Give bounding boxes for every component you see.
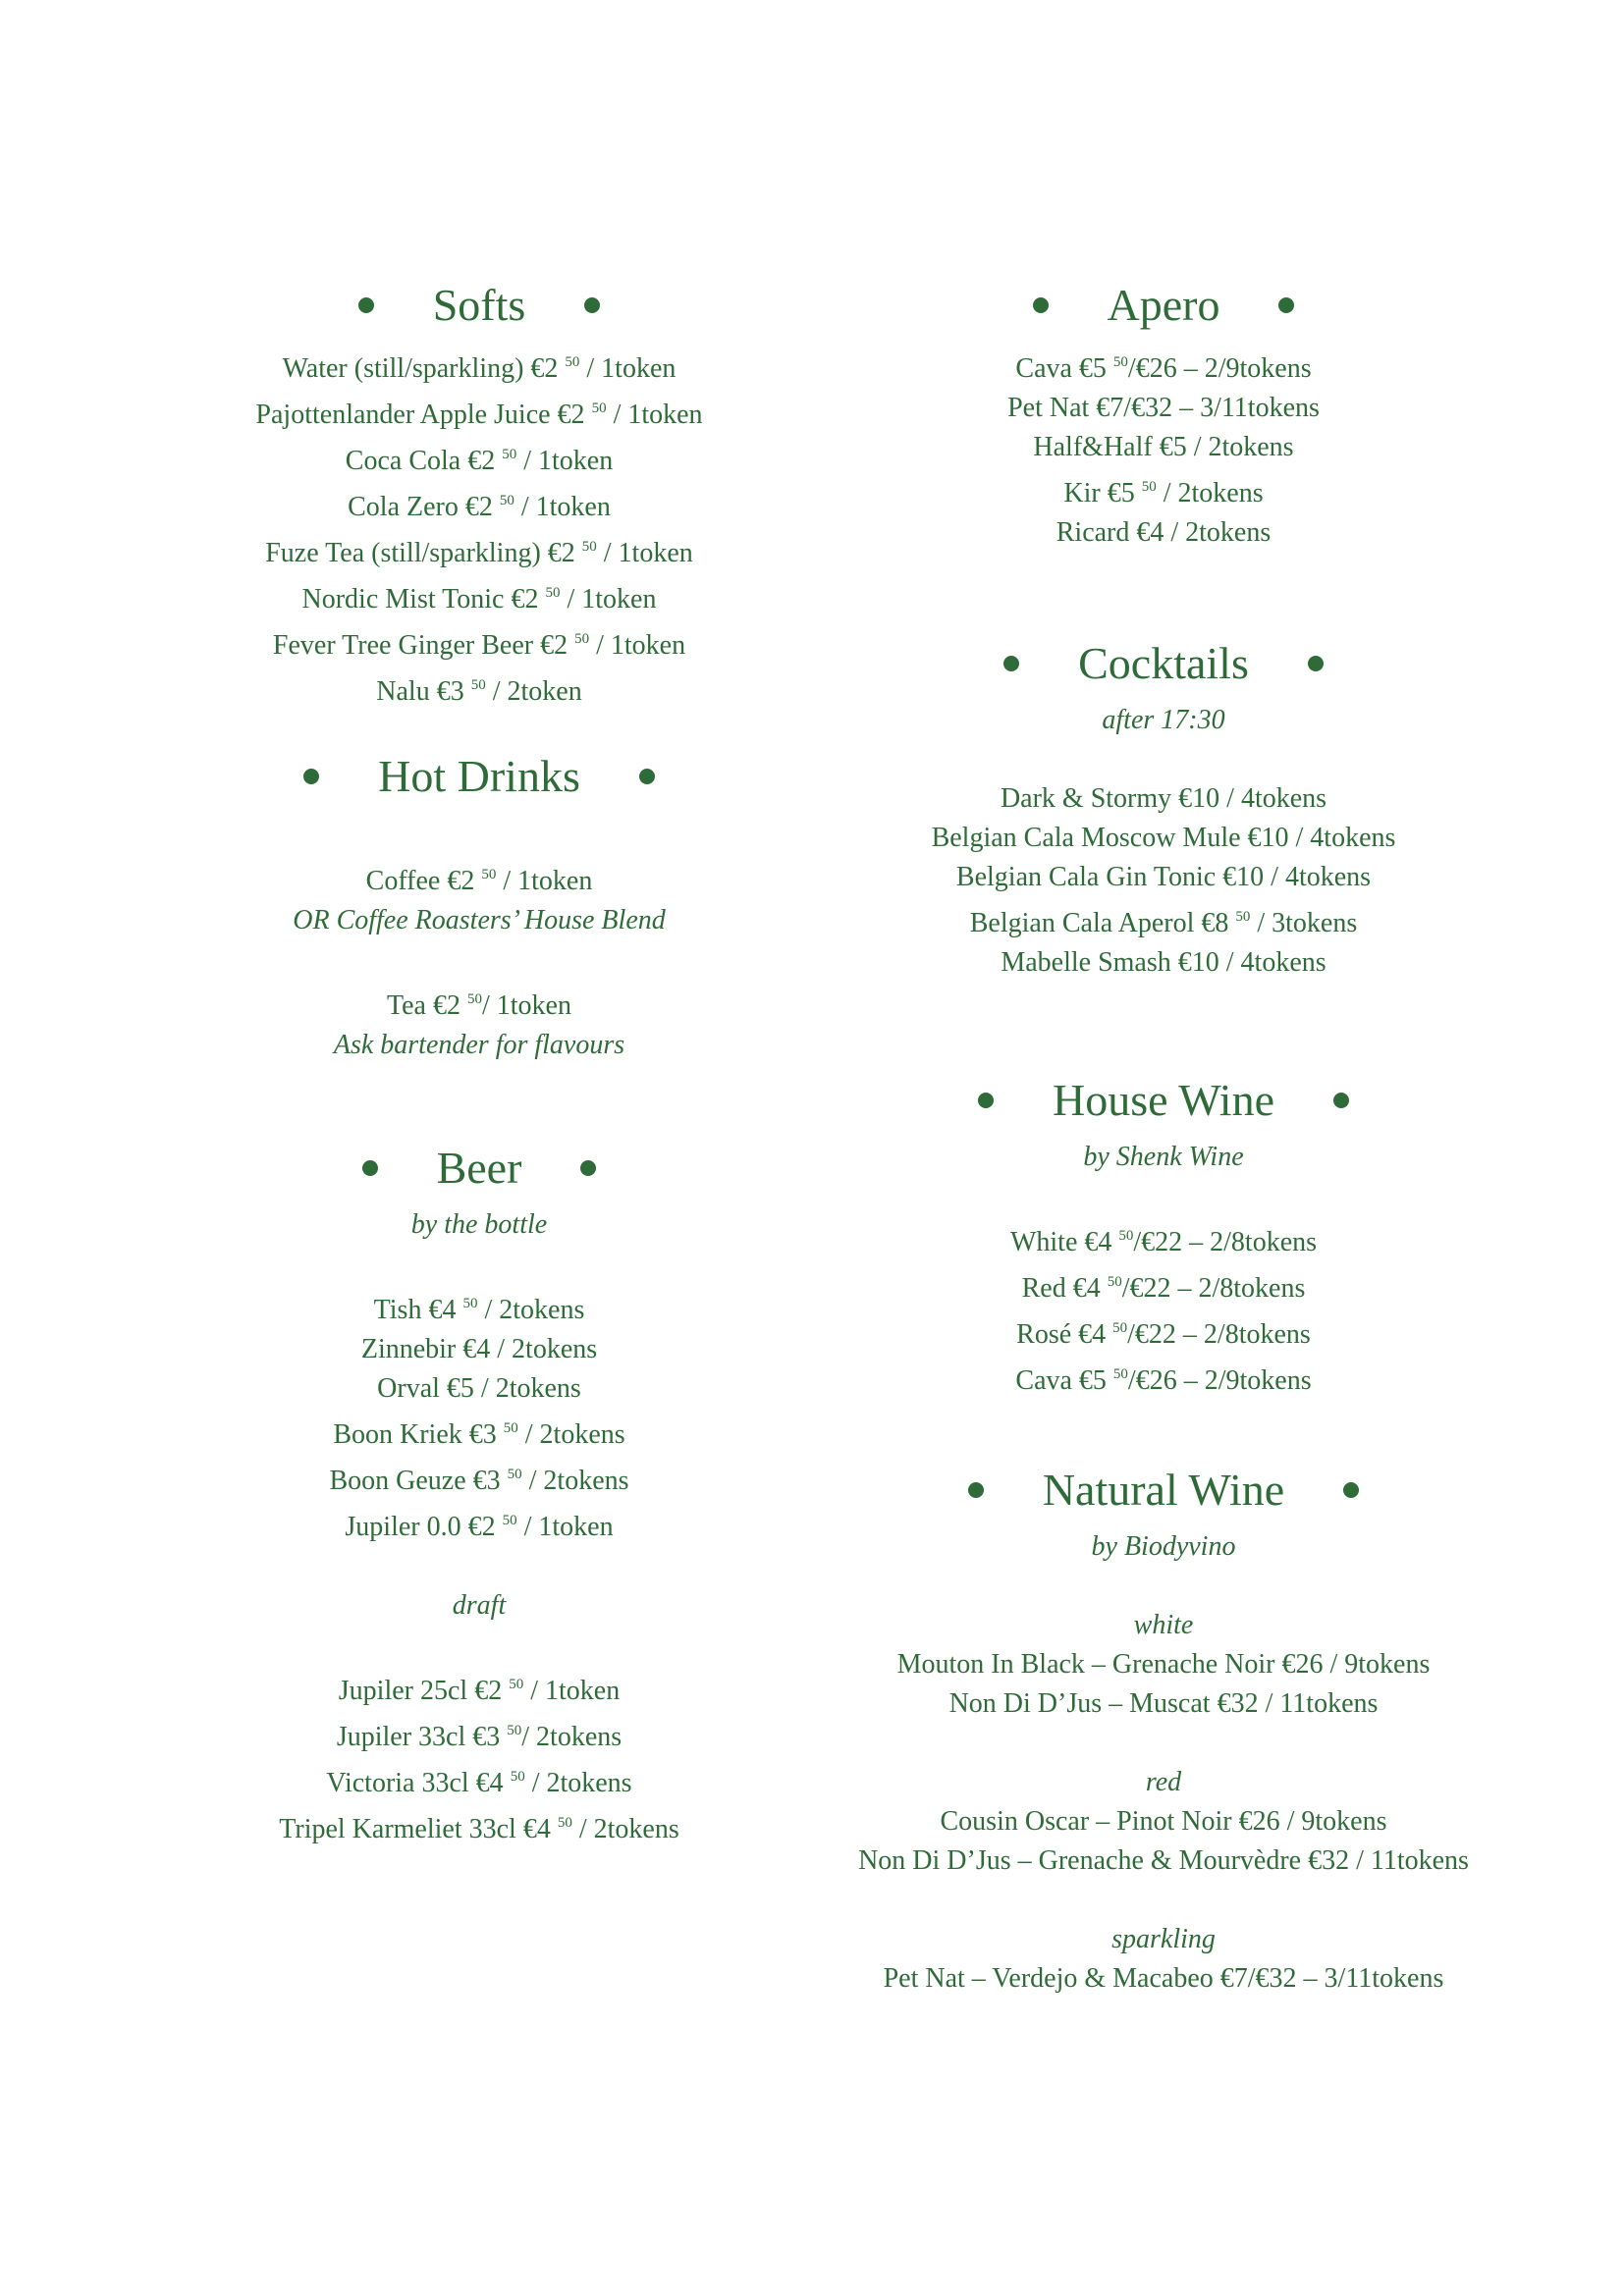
menu-item: Dark & Stormy €10 / 4tokens	[1000, 783, 1327, 814]
apero-section	[790, 278, 1537, 553]
menu-item: Boon Kriek €3 $^{50}$ / 2tokens	[333, 1419, 625, 1450]
menu-item: Jupiler 0.0 €2 $^{50}$ / 1token	[345, 1512, 614, 1542]
menu-item: Nordic Mist Tonic €2 $^{50}$ / 1token	[301, 584, 657, 614]
cocktails-list	[790, 779, 1537, 983]
price-cents: 50	[502, 447, 517, 462]
menu-item: Boon Geuze €3 $^{50}$ / 2tokens	[329, 1466, 629, 1496]
house-wine-heading	[790, 1073, 1537, 1128]
coffee-note: OR Coffee Roasters’ House Blend	[293, 905, 666, 935]
bullet-dot-icon	[1278, 297, 1294, 313]
price-cents: 50	[1118, 1228, 1134, 1244]
bullet-dot-icon	[1333, 1093, 1349, 1108]
menu-item: Cousin Oscar – Pinot Noir €26 / 9tokens	[940, 1806, 1387, 1837]
section-title: Beer	[436, 1143, 522, 1193]
natural-sparkling-list	[790, 1959, 1537, 1999]
price-cents: 50	[502, 1513, 517, 1528]
menu-item: Tripel Karmeliet 33cl €4 $^{50}$ / 2tokens	[279, 1814, 679, 1844]
draft-label: draft	[452, 1590, 507, 1621]
section-title: Cocktails	[1078, 638, 1249, 688]
menu-item: Rosé €4 $^{50}$/€22 – 2/8tokens	[1016, 1319, 1311, 1350]
beer-heading	[106, 1141, 852, 1196]
bullet-dot-icon	[584, 297, 600, 313]
menu-item: Cola Zero €2 $^{50}$ / 1token	[348, 492, 611, 522]
menu-item: Red €4 $^{50}$/€22 – 2/8tokens	[1021, 1273, 1306, 1304]
house-wine-list	[790, 1216, 1537, 1401]
menu-item: Belgian Cala Moscow Mule €10 / 4tokens	[931, 823, 1396, 853]
softs-list	[106, 343, 852, 712]
price-cents: 50	[509, 1677, 524, 1692]
tea-note: Ask bartender for flavours	[333, 1030, 625, 1060]
price-cents: 50	[574, 631, 590, 647]
white-label: white	[1133, 1610, 1194, 1640]
menu-item: Victoria 33cl €4 $^{50}$ / 2tokens	[326, 1768, 632, 1798]
menu-item: Non Di D’Jus – Grenache & Mourvèdre €32 / 11tokens	[858, 1845, 1469, 1876]
bullet-dot-icon	[303, 769, 319, 784]
bullet-dot-icon	[1003, 656, 1019, 671]
hot-drinks-heading	[106, 749, 852, 804]
cocktails-subtitle: after 17:30	[1102, 705, 1225, 735]
sparkling-label: sparkling	[1111, 1924, 1216, 1954]
bullet-dot-icon	[1343, 1482, 1359, 1498]
beer-section	[106, 1141, 852, 1849]
menu-item: Belgian Cala Aperol €8 $^{50}$ / 3tokens	[969, 908, 1358, 938]
menu-item: Belgian Cala Gin Tonic €10 / 4tokens	[955, 862, 1372, 892]
red-label: red	[1145, 1767, 1182, 1797]
menu-item: Kir €5 $^{50}$ / 2tokens	[1063, 478, 1264, 508]
bullet-dot-icon	[639, 769, 655, 784]
natural-wine-heading	[790, 1463, 1537, 1518]
price-cents: 50	[581, 539, 597, 555]
apero-list	[790, 343, 1537, 553]
price-cents: 50	[565, 354, 580, 370]
cocktails-section	[790, 636, 1537, 983]
menu-item: Tish €4 $^{50}$ / 2tokens	[373, 1295, 585, 1325]
coffee-item: Coffee €2 $^{50}$ / 1token	[365, 866, 593, 896]
menu-item: Mabelle Smash €10 / 4tokens	[1001, 947, 1326, 978]
menu-item: Cava €5 $^{50}$/€26 – 2/9tokens	[1015, 353, 1312, 384]
section-title: Hot Drinks	[378, 751, 580, 801]
menu-item: Zinnebir €4 / 2tokens	[360, 1334, 598, 1364]
section-title: House Wine	[1053, 1075, 1274, 1125]
price-cents: 50	[470, 677, 486, 693]
hot-drinks-section	[106, 749, 852, 1065]
natural-red-list	[790, 1802, 1537, 1881]
cocktails-heading	[790, 636, 1537, 691]
tea-item: Tea €2 $^{50}$/ 1token	[386, 990, 571, 1021]
price-cents: 50	[1112, 1320, 1128, 1336]
softs-heading	[106, 278, 852, 333]
house-wine-section	[790, 1073, 1537, 1401]
menu-item: Mouton In Black – Grenache Noir €26 / 9tokens	[896, 1649, 1431, 1680]
beer-bottle-list	[106, 1284, 852, 1547]
price-cents: 50	[1235, 909, 1251, 925]
bullet-dot-icon	[362, 1160, 378, 1176]
price-cents: 50	[503, 1420, 518, 1436]
price-cents: 50	[1112, 1366, 1128, 1382]
section-title: Natural Wine	[1042, 1465, 1285, 1515]
price-cents: 50	[507, 1467, 522, 1482]
section-title: Softs	[432, 280, 526, 330]
menu-item: Coca Cola €2 $^{50}$ / 1token	[345, 446, 614, 476]
menu-item: White €4 $^{50}$/€22 – 2/8tokens	[1009, 1227, 1318, 1257]
bullet-dot-icon	[358, 297, 374, 313]
bullet-dot-icon	[1033, 297, 1049, 313]
menu-item: Fever Tree Ginger Beer €2 $^{50}$ / 1token	[272, 630, 686, 661]
bullet-dot-icon	[1308, 656, 1324, 671]
menu-item: Nalu €3 $^{50}$ / 2token	[376, 676, 582, 707]
price-cents: 50	[1107, 1274, 1122, 1290]
price-cents: 50	[467, 991, 482, 1007]
price-cents: 50	[499, 493, 514, 508]
menu-item: Fuze Tea (still/sparkling) €2 $^{50}$ / 1token	[265, 538, 693, 568]
menu-item: Jupiler 33cl €3 $^{50}$/ 2tokens	[336, 1722, 623, 1752]
price-cents: 50	[591, 400, 607, 416]
price-cents: 50	[481, 867, 497, 882]
menu-item: Ricard €4 / 2tokens	[1056, 517, 1272, 548]
house-wine-subtitle: by Shenk Wine	[1083, 1142, 1244, 1172]
natural-wine-subtitle: by Biodyvino	[1091, 1531, 1236, 1562]
menu-item: Orval €5 / 2tokens	[377, 1373, 581, 1404]
menu-item: Half&Half €5 / 2tokens	[1033, 432, 1294, 462]
softs-section	[106, 278, 852, 712]
bullet-dot-icon	[580, 1160, 596, 1176]
natural-wine-section	[790, 1463, 1537, 1999]
price-cents: 50	[1141, 479, 1157, 495]
menu-item: Non Di D’Jus – Muscat €32 / 11tokens	[948, 1688, 1379, 1719]
natural-white-list	[790, 1645, 1537, 1724]
price-cents: 50	[510, 1769, 525, 1785]
bullet-dot-icon	[978, 1093, 994, 1108]
price-cents: 50	[545, 585, 561, 601]
beer-subtitle: by the bottle	[410, 1209, 548, 1240]
price-cents: 50	[507, 1723, 522, 1738]
apero-heading	[790, 278, 1537, 333]
section-title: Apero	[1107, 280, 1220, 330]
menu-item: Pajottenlander Apple Juice €2 $^{50}$ / 1token	[255, 400, 703, 430]
bullet-dot-icon	[968, 1482, 984, 1498]
menu-item: Pet Nat €7/€32 – 3/11tokens	[1007, 393, 1320, 423]
price-cents: 50	[462, 1296, 478, 1311]
beer-draft-list	[106, 1665, 852, 1849]
menu-item: Cava €5 $^{50}$/€26 – 2/9tokens	[1015, 1365, 1312, 1396]
price-cents: 50	[1112, 354, 1128, 370]
price-cents: 50	[557, 1815, 572, 1831]
menu-item: Jupiler 25cl €2 $^{50}$ / 1token	[338, 1676, 621, 1706]
menu-item: Pet Nat – Verdejo & Macabeo €7/€32 – 3/11tokens	[883, 1963, 1444, 1994]
menu-item: Water (still/sparkling) €2 $^{50}$ / 1token	[282, 353, 677, 384]
